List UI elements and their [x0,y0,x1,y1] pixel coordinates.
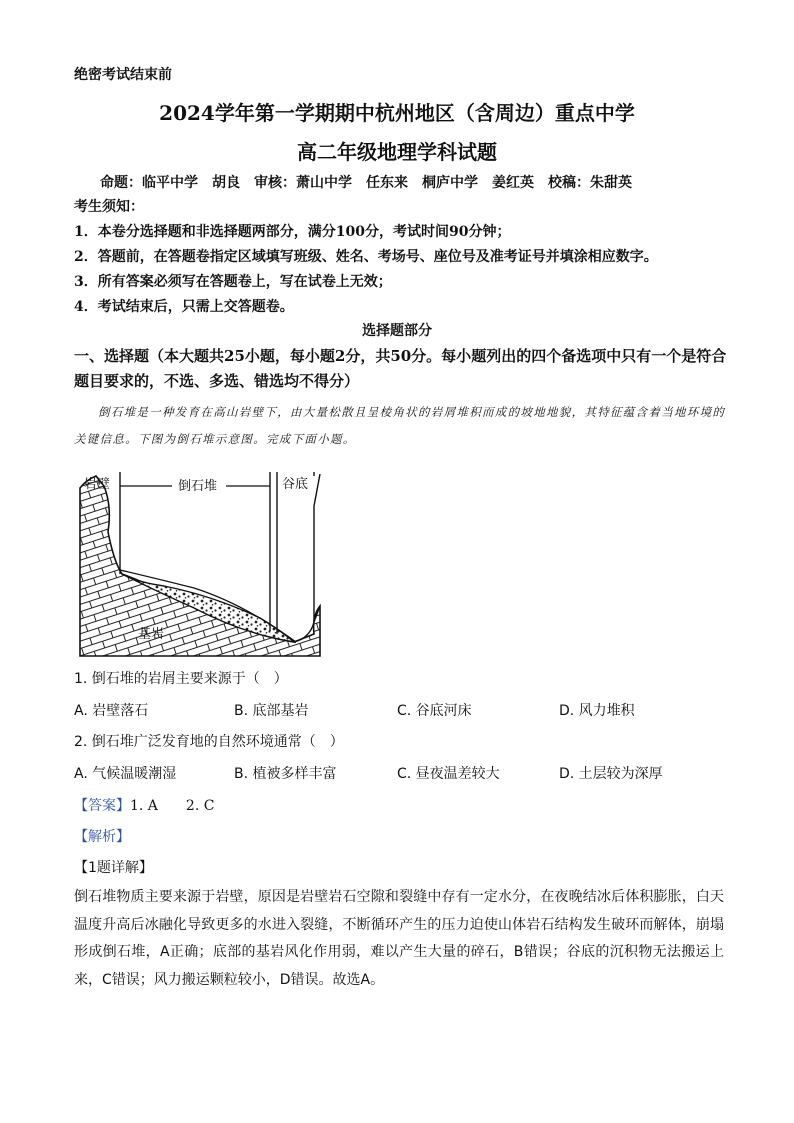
section-heading: 一、选择题（本大题共25小题，每小题2分，共50分。每小题列出的四个备选项中只有一个是符合题目要求的，不选、多选、错选均不得分） [74,347,727,390]
note-item: 1．本卷分选择题和非选择题两部分，满分100分，考试时间90分钟； [74,224,511,240]
note-item: 3．所有答案必须写在答题卷上，写在试卷上无效； [74,274,392,290]
label-cliff: 岩壁 [84,477,111,492]
detail-heading: 【1题详解】 [74,860,153,876]
analysis-label: 【解析】 [74,829,130,845]
passage: 倒石堆是一种发育在高山岩壁下，由大量松散且呈棱角状的岩屑堆积而成的坡地地貌，其特征蕴含着当地环境的关键信息。下图为倒石堆示意图。完成下面小题。 [74,405,726,446]
q1-option-c[interactable]: C. 谷底河床 [397,703,472,719]
q1-option-a[interactable]: A. 岩壁落石 [74,703,149,719]
label-talus: 倒石堆 [178,479,218,494]
q2-option-b[interactable]: B. 植被多样丰富 [234,766,337,782]
exam-title: 2024学年第一学期期中杭州地区（含周边）重点中学 [159,101,635,125]
authors-line: 命题：临平中学 胡良 审核：萧山中学 任东来 桐庐中学 姜红英 校稿：朱甜英 [100,175,632,191]
q2-option-d[interactable]: D. 土层较为深厚 [559,766,663,782]
answer-line [74,795,214,815]
label-valley: 谷底 [282,477,309,492]
note-item: 2．答题前，在答题卷指定区域填写班级、姓名、考场号、座位号及准考证号并填涂相应数字。 [74,249,658,265]
answer-label: 【答案】 [74,798,130,814]
secret-label: 绝密考试结束前 [74,67,172,83]
talus-diagram [74,466,330,662]
q2-option-a[interactable]: A. 气候温暖潮湿 [74,766,177,782]
question-1-stem: 1. 倒石堆的岩屑主要来源于（ ） [74,671,288,687]
detail-text: 倒石堆物质主要来源于岩壁，原因是岩壁岩石空隙和裂缝中存有一定水分，在夜晚结冰后体积膨胀，白天温度升高后冰融化导致更多的水进入裂缝，不断循环产生的压力迫使山体岩石结构发生破环而解体，崩塌形成倒石堆，A正确；底部的基岩风化作用弱，难以产生大量的碎石，B错误；谷底的沉积物无法搬运上来，C错误；风力搬运颗粒较小，D错误。故选A。 [74,889,724,988]
section-title: 选择题部分 [362,323,432,339]
answer-values: 1. A 2. C [130,798,215,814]
note-item: 4．考试结束后，只需上交答题卷。 [74,299,294,315]
exam-subtitle: 高二年级地理学科试题 [297,140,497,164]
label-bedrock: 基岩 [138,627,165,642]
bedrock-mass [80,476,320,656]
notes-heading: 考生须知： [74,199,144,215]
q1-option-d[interactable]: D. 风力堆积 [559,703,635,719]
question-2-stem: 2. 倒石堆广泛发育地的自然环境通常（ ） [74,734,344,750]
q2-option-c[interactable]: C. 昼夜温差较大 [397,766,500,782]
q1-option-b[interactable]: B. 底部基岩 [234,703,309,719]
